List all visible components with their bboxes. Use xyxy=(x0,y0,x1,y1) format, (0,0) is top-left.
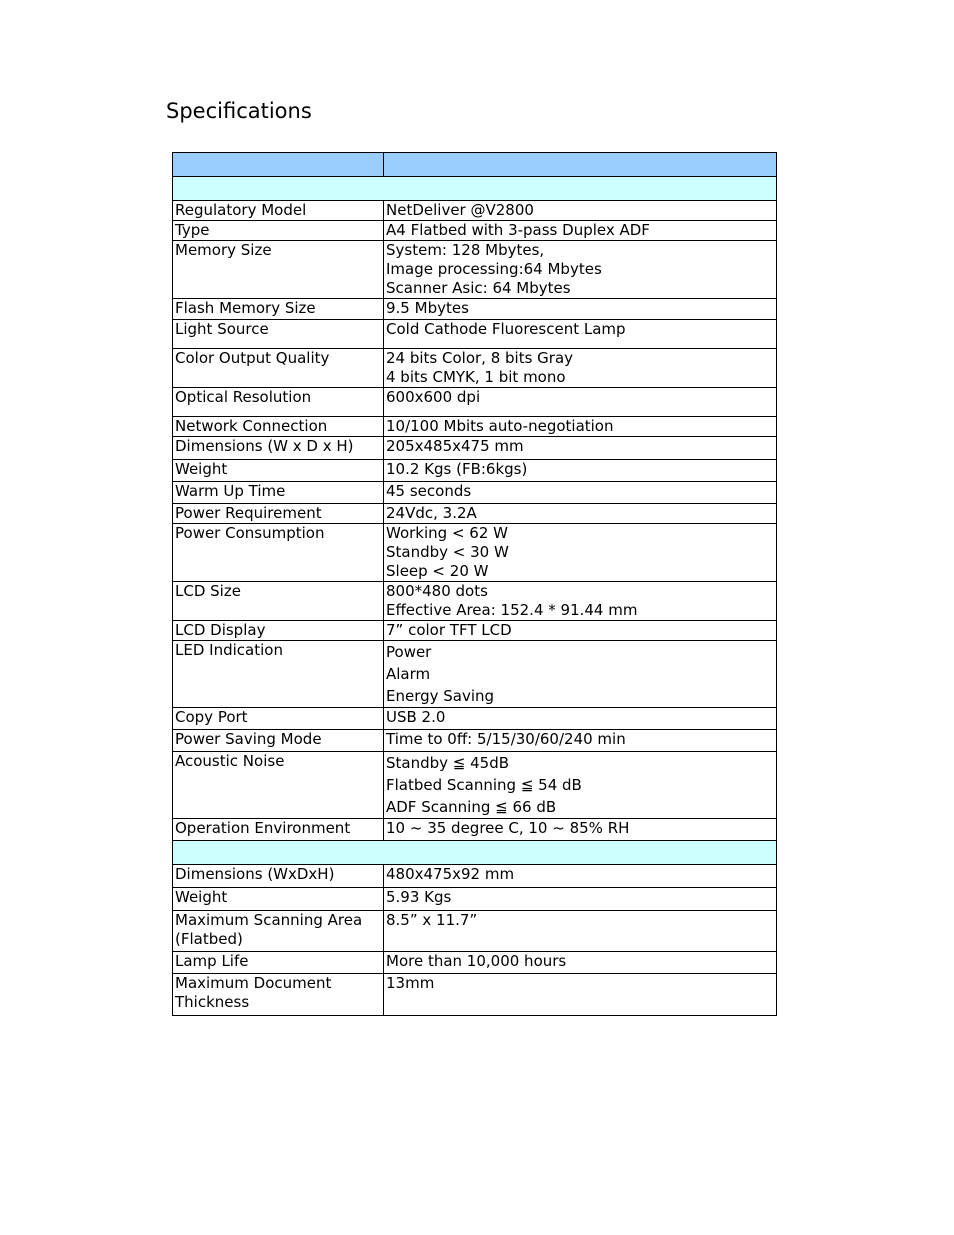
spec-value-line: 800*480 dots xyxy=(386,582,488,600)
spec-value-cell xyxy=(384,708,777,730)
spec-label-cell: Power Requirement xyxy=(173,504,384,524)
spec-value-line: 480x475x92 mm xyxy=(386,865,515,883)
spec-value-line: Energy Saving xyxy=(386,687,495,705)
table-header-row xyxy=(173,153,777,177)
spec-value-line: More than 10,000 hours xyxy=(386,952,567,970)
table-row xyxy=(173,299,777,320)
spec-label-cell: Dimensions (W x D x H) xyxy=(173,437,384,460)
table-row xyxy=(173,952,777,974)
table-row xyxy=(173,582,777,621)
spec-value-line: Scanner Asic: 64 Mbytes xyxy=(386,279,571,297)
spec-value-cell xyxy=(384,752,777,819)
spec-value-cell xyxy=(384,865,777,888)
table-row xyxy=(173,349,777,388)
table-row xyxy=(173,524,777,582)
spec-label-cell: Dimensions (WxDxH) xyxy=(173,865,384,888)
table-row xyxy=(173,641,777,708)
spec-value-line: 4 bits CMYK, 1 bit mono xyxy=(386,368,566,386)
spec-value-line: 7” color TFT LCD xyxy=(386,621,512,639)
table-row xyxy=(173,730,777,752)
specifications-table xyxy=(172,152,777,1016)
spec-label-cell: LCD Display xyxy=(173,621,384,641)
spec-value-line: ADF Scanning ≦ 66 dB xyxy=(386,798,557,816)
section-cell-main-unit xyxy=(173,177,777,201)
spec-label-cell: Power Consumption xyxy=(173,524,384,582)
spec-value-line: Image processing:64 Mbytes xyxy=(386,260,602,278)
table-row xyxy=(173,708,777,730)
spec-value-cell xyxy=(384,437,777,460)
table-row xyxy=(173,974,777,1016)
spec-value-line: 10/100 Mbits auto-negotiation xyxy=(386,417,614,435)
table-row xyxy=(173,221,777,241)
table-row xyxy=(173,241,777,299)
spec-label-cell: Acoustic Noise xyxy=(173,752,384,819)
spec-label-cell: LCD Size xyxy=(173,582,384,621)
table-row xyxy=(173,911,777,952)
spec-label-cell: Operation Environment xyxy=(173,819,384,841)
spec-value-line: 13mm xyxy=(386,974,435,992)
spec-value-cell xyxy=(384,388,777,417)
spec-value-line: 205x485x475 mm xyxy=(386,437,524,455)
spec-value-line: 10.2 Kgs (FB:6kgs) xyxy=(386,460,528,478)
spec-value-cell xyxy=(384,582,777,621)
table-row xyxy=(173,460,777,482)
spec-value-cell xyxy=(384,299,777,320)
spec-value-line: Standby ≦ 45dB xyxy=(386,754,510,772)
spec-value-cell xyxy=(384,621,777,641)
spec-value-line: Working < 62 W xyxy=(386,524,508,542)
spec-label-cell: Light Source xyxy=(173,320,384,349)
spec-value-line: 8.5” x 11.7” xyxy=(386,911,478,929)
spec-value-line: Effective Area: 152.4 * 91.44 mm xyxy=(386,601,638,619)
spec-label-cell: Regulatory Model xyxy=(173,201,384,221)
spec-value-line: 9.5 Mbytes xyxy=(386,299,469,317)
spec-value-line: Power xyxy=(386,643,432,661)
spec-value-line: Alarm xyxy=(386,665,431,683)
spec-value-cell xyxy=(384,417,777,437)
spec-label-cell: Copy Port xyxy=(173,708,384,730)
spec-value-line: 24Vdc, 3.2A xyxy=(386,504,477,522)
table-row xyxy=(173,482,777,504)
spec-label-cell: Type xyxy=(173,221,384,241)
spec-label-cell: Lamp Life xyxy=(173,952,384,974)
spec-value-line: Standby < 30 W xyxy=(386,543,509,561)
spec-value-cell xyxy=(384,460,777,482)
spec-value-cell xyxy=(384,952,777,974)
spec-label-cell: Flash Memory Size xyxy=(173,299,384,320)
spec-value-line: 5.93 Kgs xyxy=(386,888,452,906)
spec-label-cell: LED Indication xyxy=(173,641,384,708)
spec-label-cell: Weight xyxy=(173,460,384,482)
table-row xyxy=(173,752,777,819)
table-row xyxy=(173,865,777,888)
table-row xyxy=(173,504,777,524)
section-row-main-unit xyxy=(173,177,777,201)
table-row xyxy=(173,888,777,911)
section-row-flatbed-unit xyxy=(173,841,777,865)
spec-value-cell xyxy=(384,221,777,241)
table-row xyxy=(173,417,777,437)
spec-label-cell: Power Saving Mode xyxy=(173,730,384,752)
spec-label-cell: Optical Resolution xyxy=(173,388,384,417)
spec-value-cell xyxy=(384,641,777,708)
spec-value-line: 24 bits Color, 8 bits Gray xyxy=(386,349,574,367)
spec-value-cell xyxy=(384,974,777,1016)
header-cell-value xyxy=(384,153,777,177)
spec-label-cell: Weight xyxy=(173,888,384,911)
spec-label-cell: Warm Up Time xyxy=(173,482,384,504)
table-row xyxy=(173,621,777,641)
spec-value-line: 600x600 dpi xyxy=(386,388,481,406)
spec-value-cell xyxy=(384,349,777,388)
table-row xyxy=(173,201,777,221)
spec-value-line: USB 2.0 xyxy=(386,708,446,726)
spec-label-cell: Maximum Document Thickness xyxy=(173,974,384,1016)
spec-value-line: System: 128 Mbytes, xyxy=(386,241,545,259)
spec-value-cell xyxy=(384,819,777,841)
table-row xyxy=(173,320,777,349)
spec-label-cell: Memory Size xyxy=(173,241,384,299)
spec-value-line: Time to 0ff: 5/15/30/60/240 min xyxy=(386,730,626,748)
header-cell-label xyxy=(173,153,384,177)
spec-value-line: A4 Flatbed with 3-pass Duplex ADF xyxy=(386,221,650,239)
table-row xyxy=(173,388,777,417)
spec-value-cell xyxy=(384,504,777,524)
spec-value-cell xyxy=(384,320,777,349)
section-cell-flatbed-unit xyxy=(173,841,777,865)
spec-label-cell: Network Connection xyxy=(173,417,384,437)
spec-value-line: 45 seconds xyxy=(386,482,472,500)
spec-value-cell xyxy=(384,730,777,752)
spec-value-line: Cold Cathode Fluorescent Lamp xyxy=(386,320,626,338)
spec-label-cell: Maximum Scanning Area (Flatbed) xyxy=(173,911,384,952)
spec-value-cell xyxy=(384,911,777,952)
spec-label-cell: Color Output Quality xyxy=(173,349,384,388)
spec-value-line: 10 ~ 35 degree C, 10 ~ 85% RH xyxy=(386,819,630,837)
spec-value-cell xyxy=(384,201,777,221)
spec-value-cell xyxy=(384,482,777,504)
page-title: Specifications xyxy=(166,99,312,123)
spec-value-line: Flatbed Scanning ≦ 54 dB xyxy=(386,776,582,794)
spec-value-cell xyxy=(384,241,777,299)
specifications-table-body xyxy=(173,153,777,1016)
table-row xyxy=(173,437,777,460)
spec-value-line: Sleep < 20 W xyxy=(386,562,489,580)
spec-value-line: NetDeliver @V2800 xyxy=(386,201,534,219)
spec-value-cell xyxy=(384,524,777,582)
table-row xyxy=(173,819,777,841)
spec-value-cell xyxy=(384,888,777,911)
